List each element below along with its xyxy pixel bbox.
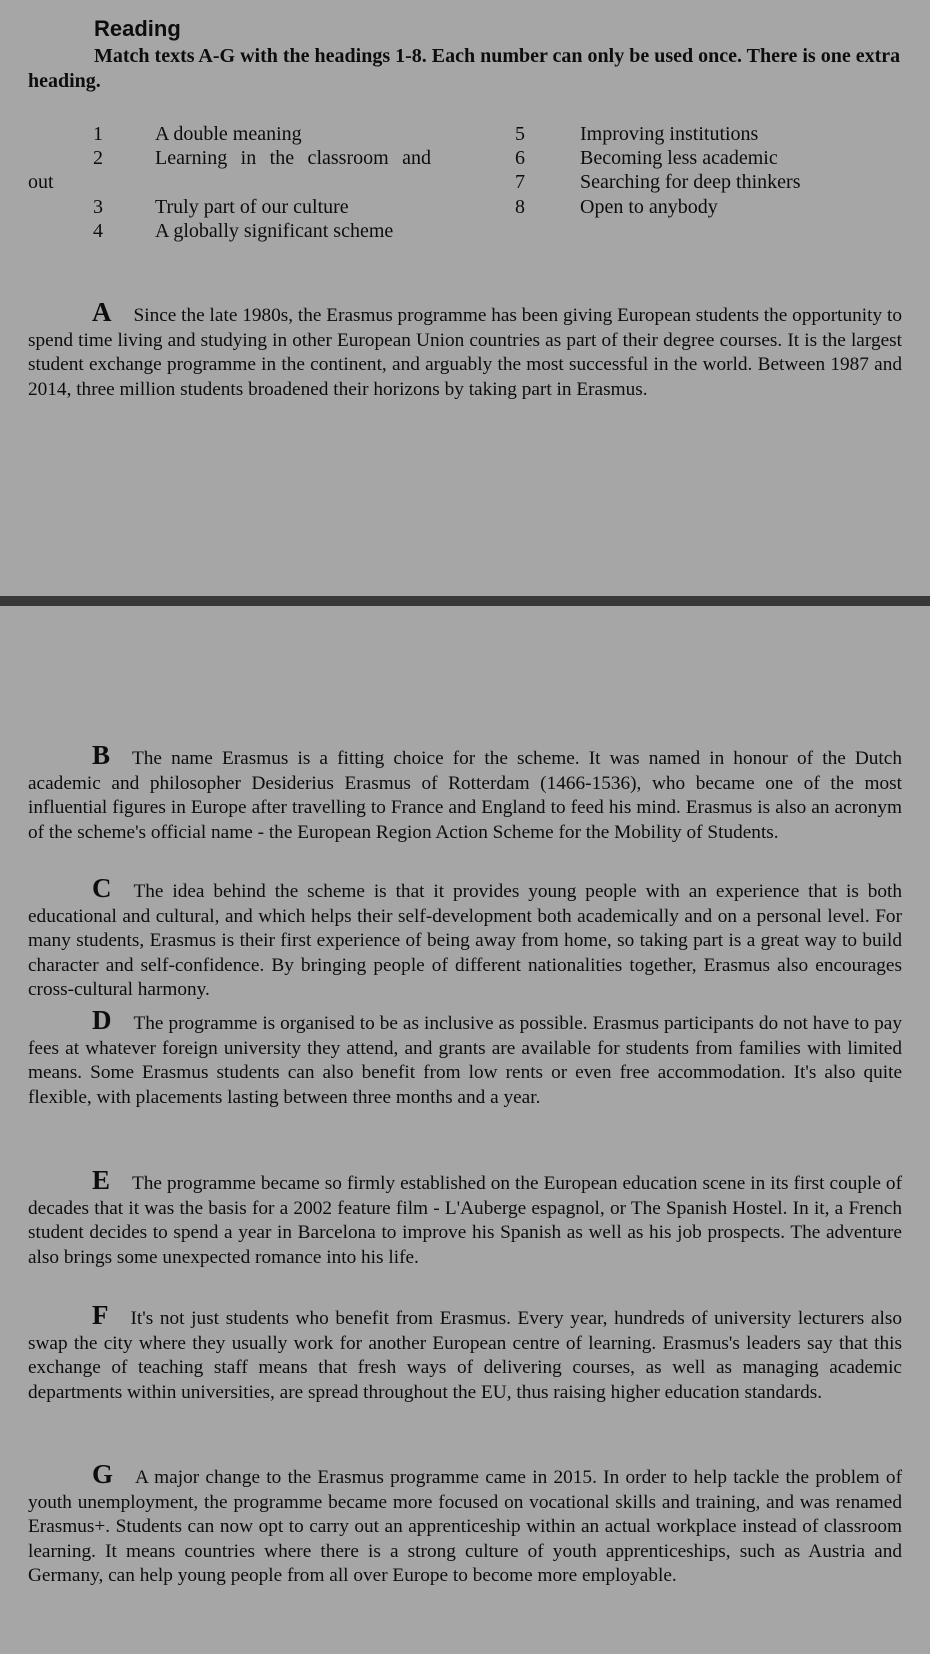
heading-text: Truly part of our culture — [155, 196, 349, 218]
heading-number: 1 — [93, 123, 103, 145]
text-paragraph-c — [28, 873, 902, 1003]
paragraph-body: It's not just students who benefit from Erasmus. Every year, hundreds of university lecturers also swap the city where they usually work for another European centre of learning. Erasmus's leaders say that this exchange of teaching staff means that fresh ways of delivering courses, as well as managing academic departments within universities, are spread throughout the EU, thus raising higher education standards. — [28, 1308, 902, 1403]
heading-text: Searching for deep thinkers — [580, 171, 801, 193]
task-instructions: Match texts A-G with the headings 1-8. Each number can only be used once. There is one extra heading. — [28, 45, 901, 92]
heading-text: Learning in the classroom and — [155, 147, 431, 169]
heading-text: Open to anybody — [580, 196, 718, 218]
heading-text: A globally significant scheme — [155, 220, 394, 242]
text-paragraph-b — [28, 740, 902, 845]
paragraph-letter: A — [92, 297, 112, 327]
heading-number: 6 — [515, 147, 525, 169]
text-paragraph-a — [28, 297, 902, 402]
paragraph-body: A major change to the Erasmus programme came in 2015. In order to help tackle the problem of youth unemployment, the programme became more focused on vocational skills and training, and was renamed Erasmus+. Students can now opt to carry out an apprenticeship within an actual workplace instead of classroom learning. It means countries where there is a strong culture of youth apprenticeships, such as Austria and Germany, can help young people from all over Europe to become more employable. — [28, 1467, 902, 1587]
heading-number: 2 — [93, 147, 103, 169]
heading-text: A double meaning — [155, 123, 302, 145]
paragraph-body: The programme became so firmly established on the European education scene in its first couple of decades that it was the basis for a 2002 feature film - L'Auberge espagnol, or The Spanish Hostel. In it, a French student decides to spend a year in Barcelona to improve his Spanish as well as his job prospects. The adventure also brings some unexpected romance into his life. — [28, 1173, 902, 1268]
paragraph-body: The idea behind the scheme is that it provides young people with an experience that is both educational and cultural, and which helps their self-development both academically and on a personal level. For many students, Erasmus is their first experience of being away from home, so taking part is a great way to build character and self-confidence. By bringing people of different nationalities together, Erasmus also encourages cross-cultural harmony. — [28, 881, 902, 1001]
paragraph-letter: C — [92, 873, 112, 903]
paragraph-letter: E — [92, 1165, 111, 1195]
paragraph-letter: G — [92, 1459, 114, 1489]
heading-number: 8 — [515, 196, 525, 218]
heading-text: Becoming less academic — [580, 147, 778, 169]
paragraph-letter: F — [92, 1300, 109, 1330]
heading-number: 3 — [93, 196, 103, 218]
paragraph-body: The programme is organised to be as inclusive as possible. Erasmus participants do not have to pay fees at whatever foreign university they attend, and grants are available for students from families with limited means. Some Erasmus students can also benefit from low rents or even free accommodation. It's also quite flexible, with placements lasting between three months and a year. — [28, 1013, 902, 1108]
paragraph-letter: B — [92, 740, 111, 770]
text-paragraph-d — [28, 1005, 902, 1110]
heading-number: 7 — [515, 171, 525, 193]
heading-number: 5 — [515, 123, 525, 145]
paragraph-body: The name Erasmus is a fitting choice for the scheme. It was named in honour of the Dutch academic and philosopher Desiderius Erasmus of Rotterdam (1466-1536), who became one of the most influential figures in Europe after travelling to France and England to feed his mind. Erasmus is also an acronym of the scheme's official name - the European Region Action Scheme for the Mobility of Students. — [28, 748, 902, 843]
text-paragraph-e — [28, 1165, 902, 1270]
paragraph-letter: D — [92, 1005, 112, 1035]
heading-number: 4 — [93, 220, 103, 242]
heading-text-continuation: out — [28, 171, 54, 193]
page-divider — [0, 596, 930, 606]
text-paragraph-g — [28, 1459, 902, 1589]
paragraph-body: Since the late 1980s, the Erasmus programme has been giving European students the opportunity to spend time living and studying in other European Union countries as part of their degree courses. It is the largest student exchange programme in the continent, and arguably the most successful in the world. Between 1987 and 2014, three million students broadened their horizons by taking part in Erasmus. — [28, 305, 902, 400]
heading-text: Improving institutions — [580, 123, 759, 145]
text-paragraph-f — [28, 1300, 902, 1405]
page-title: Reading — [94, 16, 181, 41]
